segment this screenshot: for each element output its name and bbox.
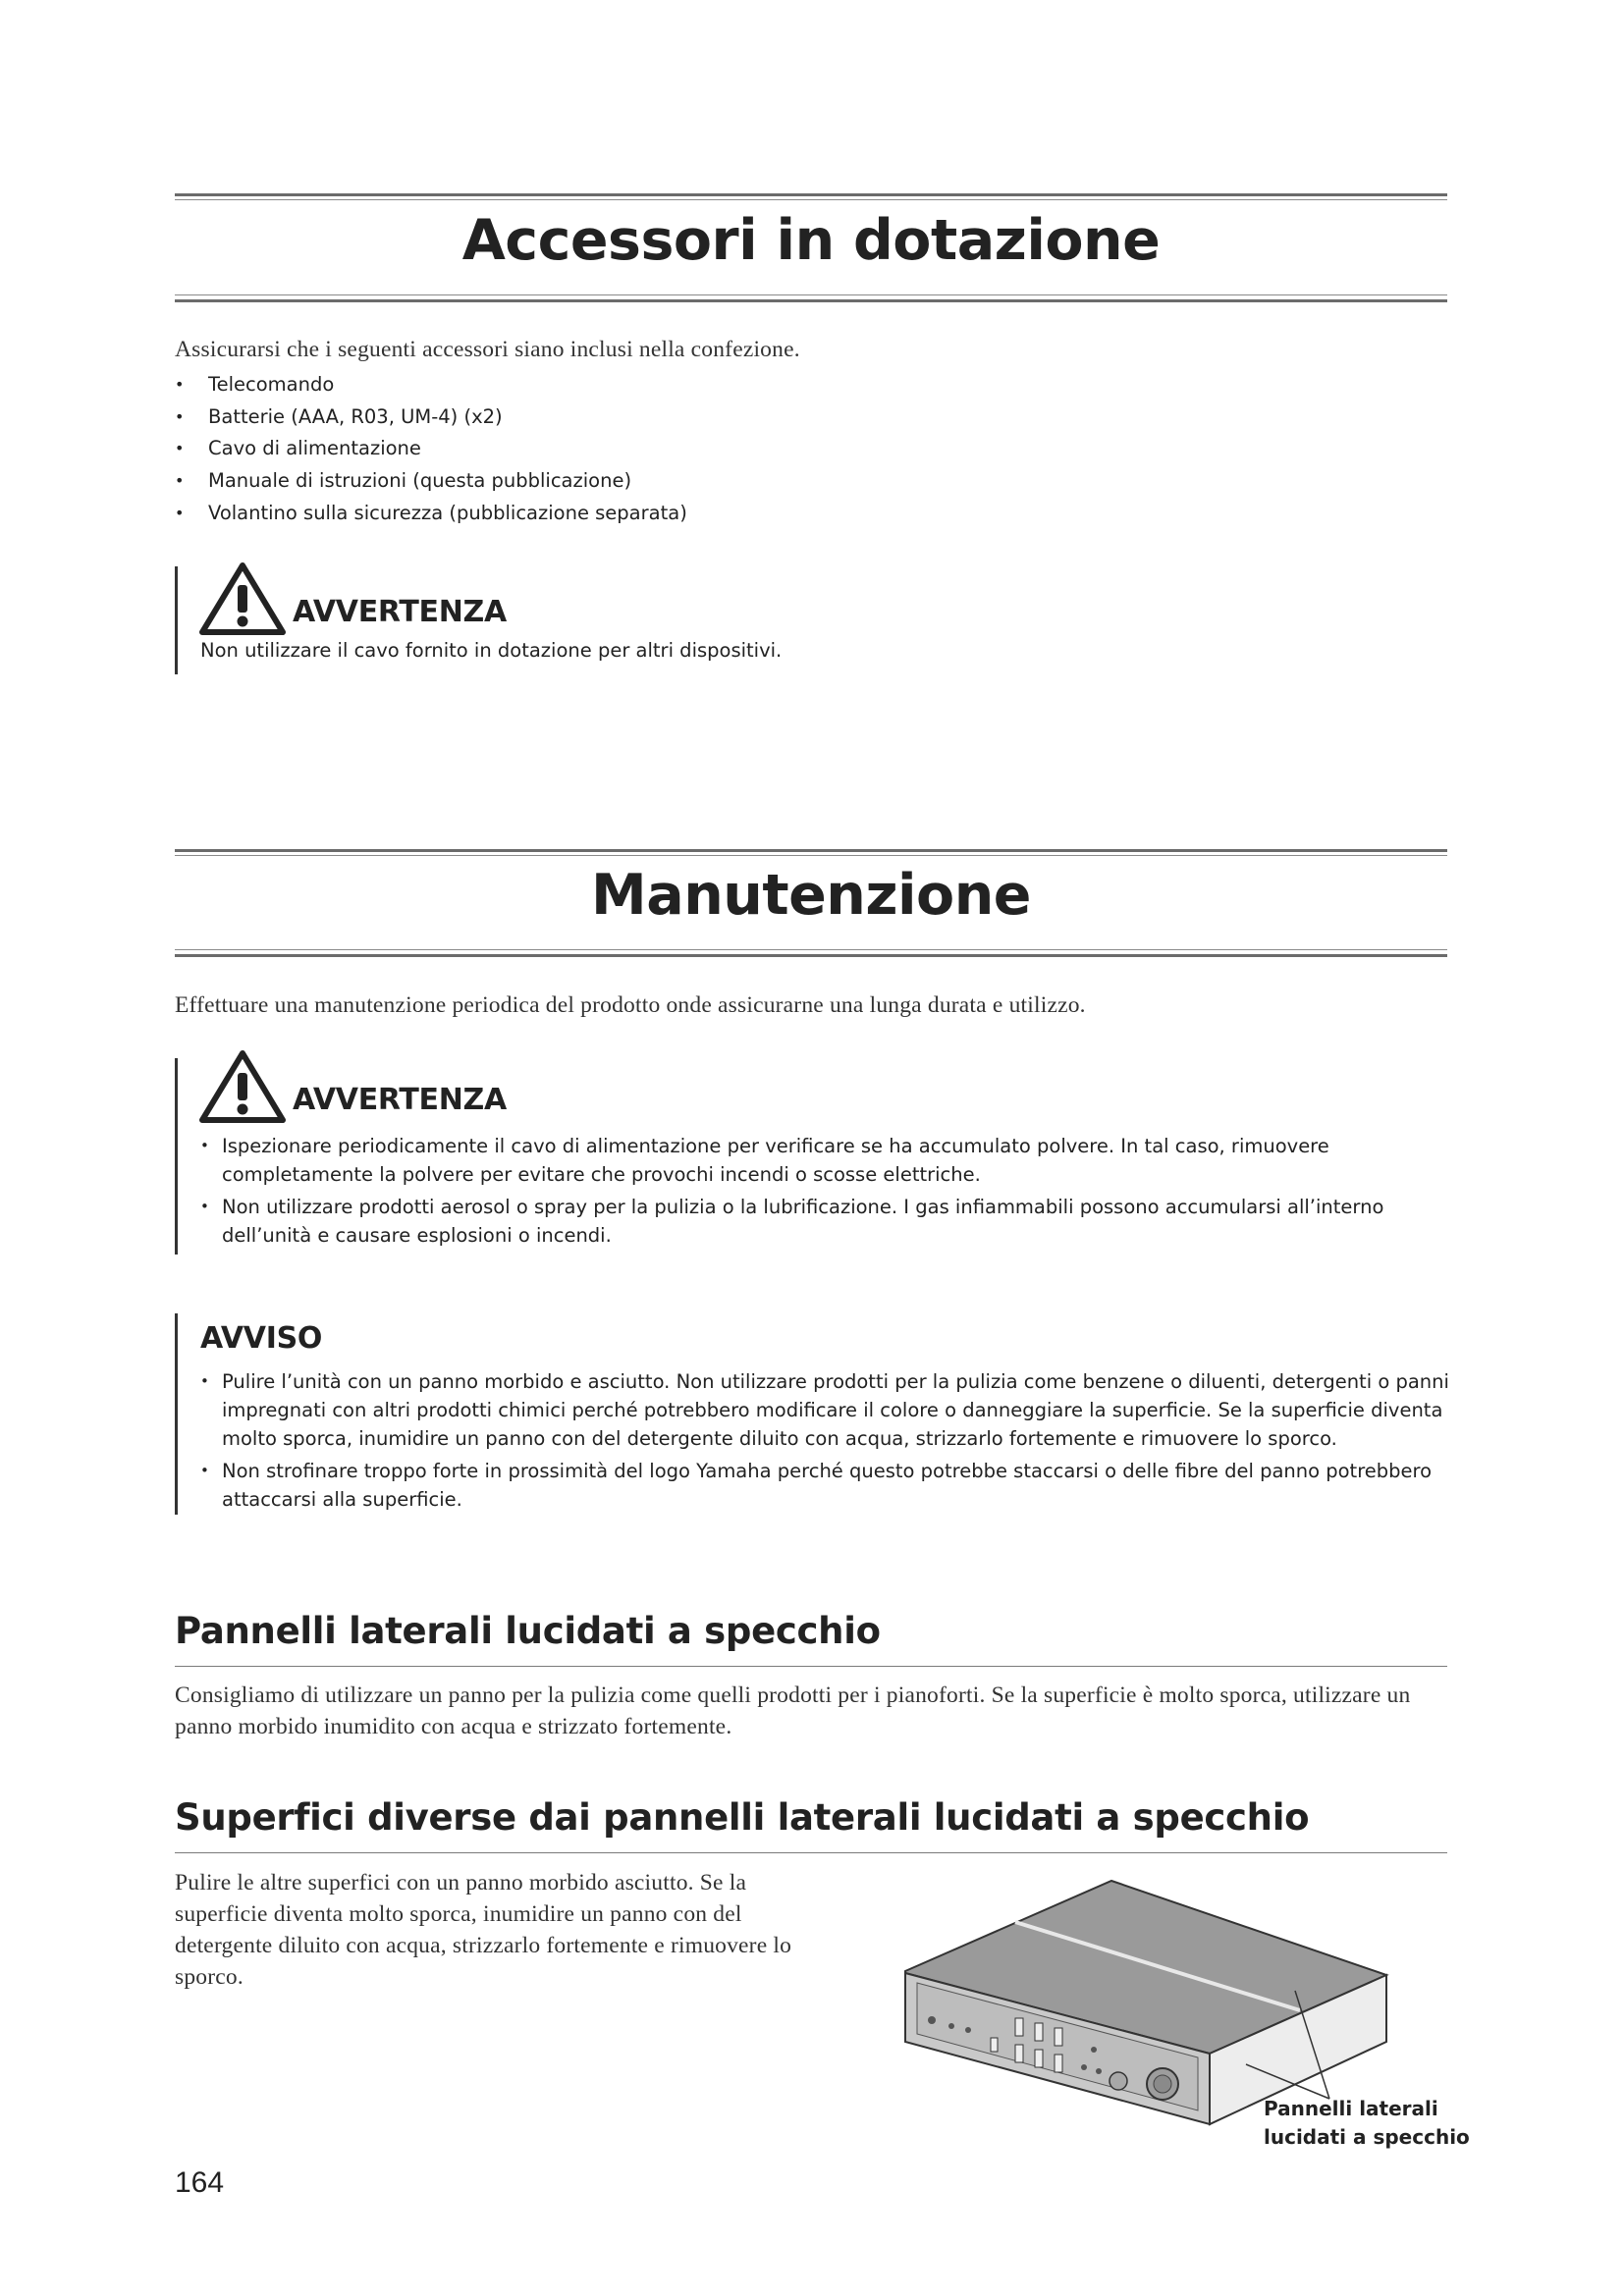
accessories-intro: Assicurarsi che i seguenti accessori siano inclusi nella confezione. bbox=[175, 337, 800, 362]
accessories-title: Accessori in dotazione bbox=[461, 208, 1161, 273]
other-surfaces-title: Superfici diverse dai pannelli laterali lucidati a specchio bbox=[175, 1796, 1310, 1839]
list-item: • Manuale di istruzioni (questa pubblicazione) bbox=[175, 465, 687, 498]
amplifier-illustration-icon bbox=[897, 1873, 1398, 2130]
maintenance-title: Manutenzione bbox=[591, 863, 1031, 928]
warning-text: Non utilizzare il cavo fornito in dotazione per altri dispositivi. bbox=[200, 639, 783, 662]
mirror-panels-text: Consigliamo di utilizzare un panno per la pulizia come quelli prodotti per i pianoforti. Se la superficie è molto sporca, utilizzare un panno morbido inumidito con acqua e strizzato fortemente. bbox=[175, 1682, 1411, 1739]
list-item: • Non strofinare troppo forte in prossimità del logo Yamaha perché questo potrebbe staccarsi o delle fibre del panno potrebbero attaccarsi alla superficie. bbox=[200, 1457, 1452, 1514]
figure-caption-line: lucidati a specchio bbox=[1264, 2125, 1470, 2149]
figure-caption-line: Pannelli laterali bbox=[1264, 2097, 1438, 2120]
list-item: • Volantino sulla sicurezza (pubblicazione separata) bbox=[175, 498, 687, 530]
list-item: • Batterie (AAA, R03, UM-4) (x2) bbox=[175, 401, 687, 434]
list-item: • Cavo di alimentazione bbox=[175, 433, 687, 465]
page-number: 164 bbox=[175, 2166, 225, 2199]
section-bottom-rule bbox=[175, 954, 1447, 957]
section-top-rule-thin bbox=[175, 855, 1447, 856]
notice-list bbox=[200, 1367, 1452, 1518]
section-bottom-rule-thin bbox=[175, 949, 1447, 950]
section-top-rule bbox=[175, 849, 1447, 852]
maintenance-intro: Effettuare una manutenzione periodica del prodotto onde assicurarne una lunga durata e utilizzo. bbox=[175, 992, 1086, 1018]
section-top-rule-thin bbox=[175, 199, 1447, 200]
list-item: • Pulire l’unità con un panno morbido e asciutto. Non utilizzare prodotti per la pulizia come benzene o diluenti, detergenti o panni impregnati con altri prodotti chimici perché potrebbero modificare il colore o danneggiare la superficie. Se la superficie diventa molto sporca, inumidire un panno con del detergente diluito con acqua, strizzarlo fortemente e rimuovere lo sporco. bbox=[200, 1367, 1452, 1453]
warning-label: AVVERTENZA bbox=[293, 595, 507, 629]
list-item: • Ispezionare periodicamente il cavo di alimentazione per verificare se ha accumulato polvere. In tal caso, rimuovere completamente la polvere per evitare che provochi incendi o scosse elettriche. bbox=[200, 1132, 1452, 1189]
figure-caption bbox=[1264, 2095, 1470, 2152]
other-surfaces-text: Pulire le altre superfici con un panno morbido asciutto. Se la superficie diventa molto sporca, inumidire un panno con del detergente diluito con acqua, strizzarlo fortemente e rimuovere lo sporco. bbox=[175, 1870, 792, 1990]
warning-sidebar bbox=[175, 1058, 178, 1255]
notice-sidebar bbox=[175, 1313, 178, 1515]
subsection-rule bbox=[175, 1852, 1447, 1853]
warning-triangle-icon bbox=[198, 1049, 287, 1124]
section-bottom-rule bbox=[175, 299, 1447, 302]
list-item: • Telecomando bbox=[175, 369, 687, 401]
mirror-panels-title: Pannelli laterali lucidati a specchio bbox=[175, 1610, 881, 1652]
warning-list bbox=[200, 1132, 1452, 1254]
subsection-rule bbox=[175, 1666, 1447, 1667]
warning-triangle-icon bbox=[198, 561, 287, 636]
list-item: • Non utilizzare prodotti aerosol o spray per la pulizia o la lubrificazione. I gas infiammabili possono accumularsi all’interno dell’unità e causare esplosioni o incendi. bbox=[200, 1193, 1452, 1250]
accessories-list bbox=[175, 369, 687, 529]
section-bottom-rule-thin bbox=[175, 294, 1447, 295]
warning-sidebar bbox=[175, 566, 178, 674]
warning-label: AVVERTENZA bbox=[293, 1083, 507, 1117]
notice-label: AVVISO bbox=[200, 1321, 323, 1356]
section-top-rule bbox=[175, 193, 1447, 196]
